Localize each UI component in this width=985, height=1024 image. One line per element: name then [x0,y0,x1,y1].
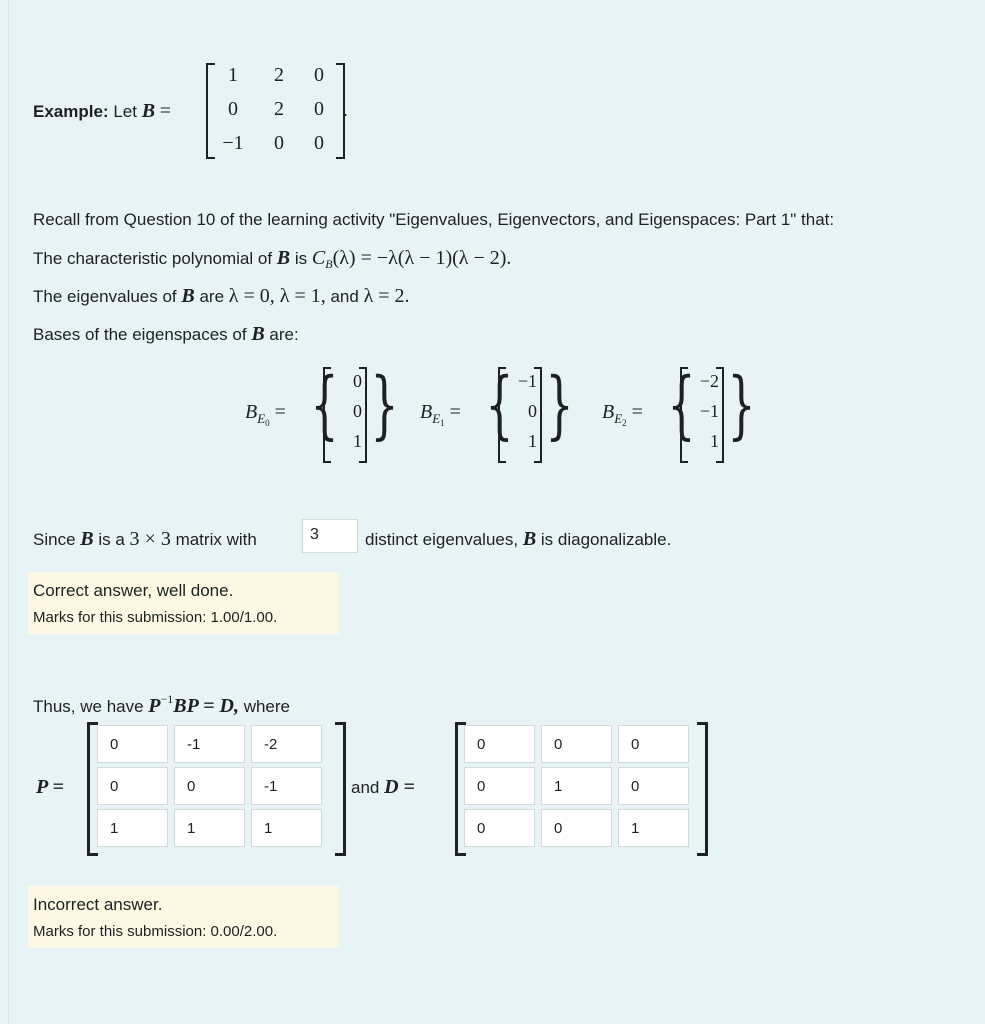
and-text: and [351,778,380,797]
left-brace: { [667,362,696,448]
basis-name: B [245,401,258,423]
since-matrix-with: matrix with [175,530,257,549]
right-brace: } [545,362,574,448]
vector-entry: 0 [528,401,537,421]
characteristic-polynomial-line [33,248,511,274]
matrix-d-entry-input[interactable]: 0 [464,809,535,847]
since-line-start [33,529,257,550]
basis-label [602,401,643,428]
feedback-status: Correct answer, well done. [33,581,234,600]
eig-last: λ = 2. [363,285,410,307]
feedback-marks-2: Marks for this submission: 0.00/2.00. [33,923,278,940]
basis-subsub: 0 [265,418,270,428]
thus-formula: BP = D, [173,695,239,717]
vector-entry: 1 [353,431,362,451]
feedback-incorrect [28,886,339,948]
matrix-b-cell: 0 [228,98,238,120]
basis-sub: E [257,411,266,426]
thus-prefix: Thus, we have [33,697,144,716]
matrix-p-entry-input[interactable]: -1 [251,767,322,805]
matrix-p-entry-input[interactable]: 1 [97,809,168,847]
matrix-d-right-bracket [697,722,708,856]
matrix-b-cell: 0 [274,132,284,154]
matrix-d-entry-input[interactable]: 1 [618,809,689,847]
feedback-marks: Marks for this submission: 1.00/1.00. [33,609,278,626]
poly-b: B [276,247,291,269]
matrix-b-cell: 0 [314,64,324,86]
left-brace: { [310,362,339,448]
thus-sup: −1 [160,692,174,706]
vector-entry: 0 [353,371,362,391]
matrix-d-entry-input[interactable]: 0 [464,767,535,805]
and-label [351,777,415,798]
matrix-p-entry-input[interactable]: 1 [251,809,322,847]
matrix-p-right-bracket [335,722,346,856]
poly-prefix: The characteristic polynomial of [33,249,273,268]
basis-equals: = [444,401,461,423]
since-prefix: Since [33,530,76,549]
since-b: B [80,528,94,550]
matrix-d-label: D = [384,776,415,798]
question-panel [8,0,984,1024]
matrix-b-period: . [343,100,349,120]
matrix-p-entry-input[interactable]: 1 [174,809,245,847]
matrix-d-entry-input[interactable]: 0 [618,767,689,805]
matrix-b-cell: 2 [274,98,284,120]
basis-subsub: 2 [622,418,627,428]
since-b-2: B [522,528,537,550]
matrix-p-entry-input[interactable]: 0 [174,767,245,805]
bases-b: B [251,323,265,345]
left-brace: { [485,362,514,448]
vector-entry: −1 [699,401,719,421]
basis-sub: E [432,411,441,426]
basis-sub: E [614,411,623,426]
since-is-a: is a [98,530,125,549]
example-text [33,101,171,122]
matrix-d-entry-input[interactable]: 0 [618,725,689,763]
poly-c-sub: B [325,257,333,271]
eig-prefix: The eigenvalues of [33,287,177,306]
vector-entry: 1 [528,431,537,451]
example-let: Let [113,102,137,121]
matrix-p-entry-input[interactable]: 0 [97,725,168,763]
matrix-p-entry-input[interactable]: 0 [97,767,168,805]
thus-p: P [148,695,161,717]
poly-is: is [294,249,308,268]
matrix-b-cell: 2 [274,64,284,86]
basis-equals: = [626,401,643,423]
eigenvalues-line [33,286,410,307]
since-suffix: distinct eigenvalues, [365,530,519,549]
vector-entry: 1 [710,431,719,451]
matrix-p-label [36,776,64,799]
recall-line: Recall from Question 10 of the learning activity "Eigenvalues, Eigenvectors, and Eigenspaces: Part 1" that: [33,210,835,229]
eig-b: B [181,285,195,307]
matrix-p-label-text: P = [36,776,64,798]
since-end: is diagonalizable. [540,530,672,549]
matrix-d-entry-input[interactable]: 0 [464,725,535,763]
matrix-name-b: B [141,100,156,122]
bases-suffix: are: [269,325,299,344]
vector-entry: −1 [517,371,537,391]
matrix-d-entry-input[interactable]: 0 [541,809,612,847]
equals-sign: = [159,100,172,122]
right-brace: } [727,362,756,448]
eig-values: λ = 0, λ = 1, [228,285,326,307]
matrix-b-cell: 1 [228,64,238,86]
matrix-b-cell: −1 [222,132,244,154]
since-line-end [365,529,671,550]
basis-label [420,401,461,428]
since-dims: 3 × 3 [129,528,171,550]
thus-line [33,689,290,717]
basis-label [245,401,286,428]
matrix-d-entry-input[interactable]: 1 [541,767,612,805]
matrix-p-entry-input[interactable]: -2 [251,725,322,763]
basis-name: B [602,401,615,423]
matrix-p-entry-input[interactable]: -1 [174,725,245,763]
eig-and: and [330,287,359,306]
poly-formula: (λ) = −λ(λ − 1)(λ − 2). [332,247,512,269]
matrix-b-cell: 0 [314,98,324,120]
distinct-eigenvalues-input[interactable]: 3 [302,519,358,553]
thus-suffix: where [243,697,290,716]
eig-are: are [199,287,225,306]
poly-c: C [311,247,326,269]
bases-prefix: Bases of the eigenspaces of [33,325,247,344]
example-label: Example: [33,102,109,121]
basis-equals: = [269,401,286,423]
vector-entry: −2 [699,371,719,391]
right-brace: } [370,362,399,448]
matrix-b-cell: 0 [314,132,324,154]
bases-line [33,324,299,345]
matrix-d-entry-input[interactable]: 0 [541,725,612,763]
feedback-correct [28,572,339,634]
vector-entry: 0 [353,401,362,421]
feedback-status-2: Incorrect answer. [33,895,163,914]
basis-subsub: 1 [440,418,445,428]
basis-name: B [420,401,433,423]
